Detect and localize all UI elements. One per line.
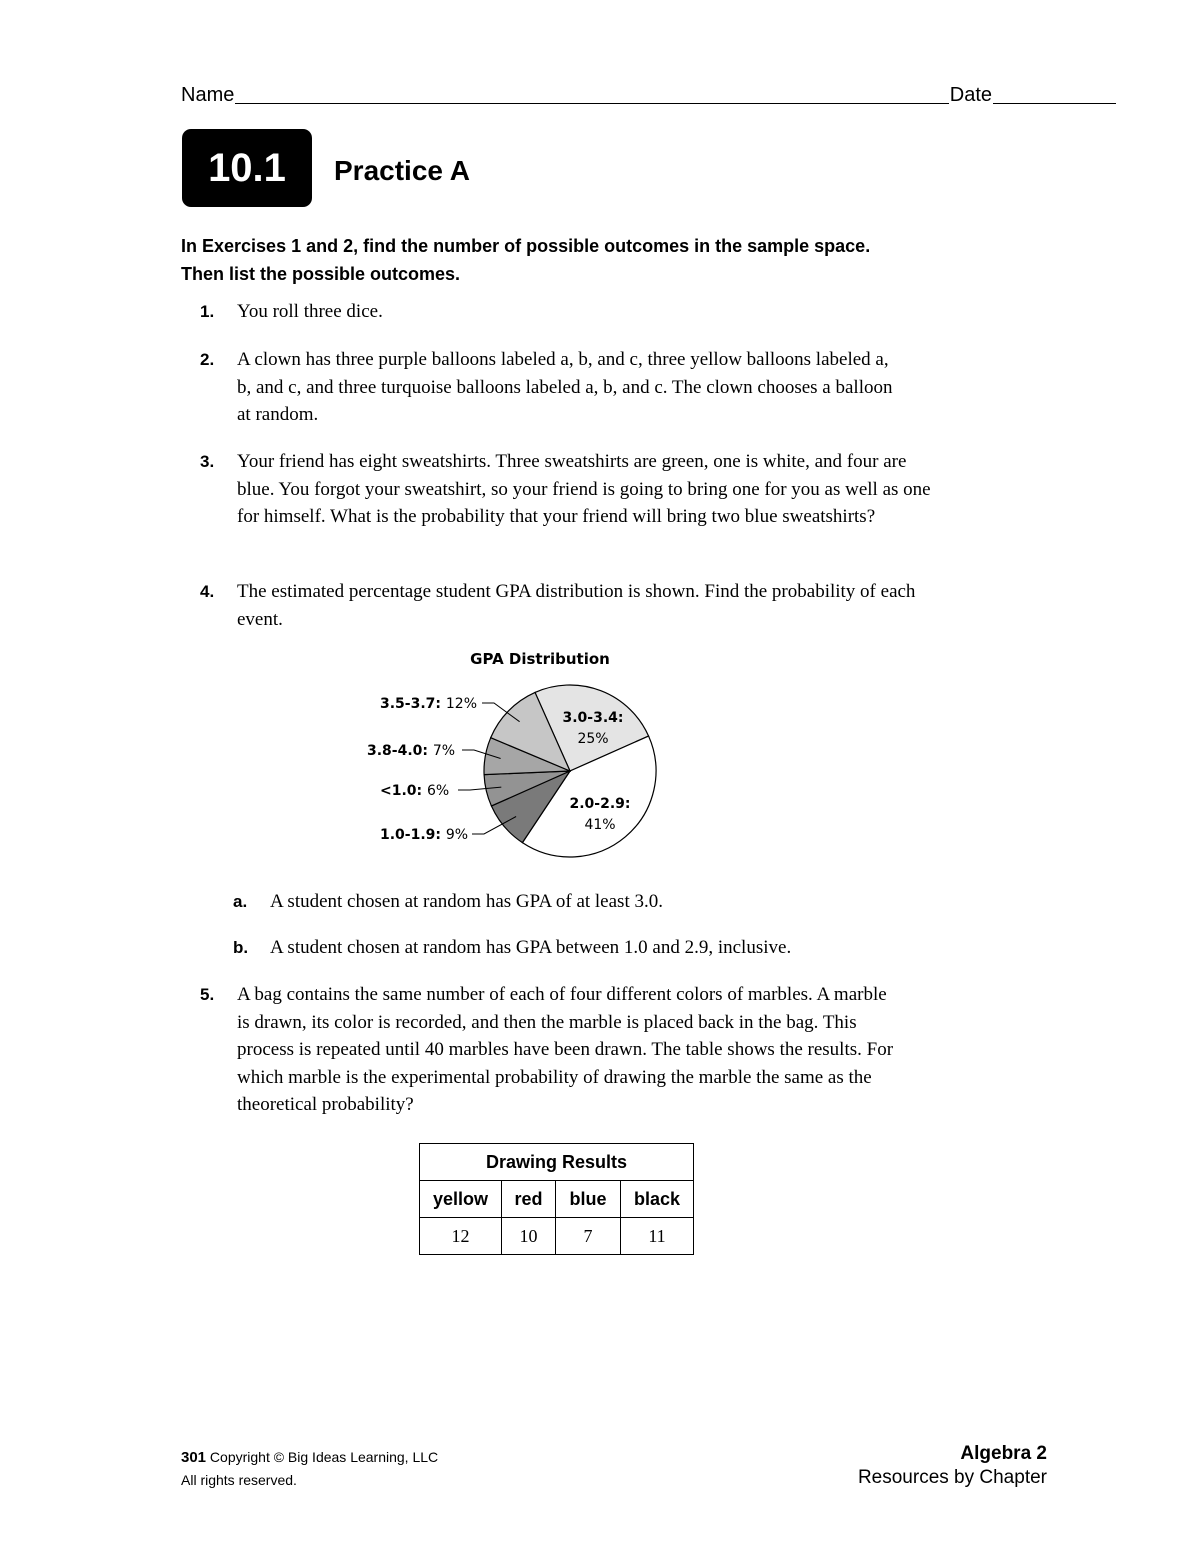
pie-label-range: 3.8-4.0:	[367, 743, 433, 759]
date-blank[interactable]	[993, 102, 1116, 104]
table-title: Drawing Results	[420, 1144, 694, 1181]
part-text: A student chosen at random has GPA of at least 3.0.	[270, 891, 663, 912]
header-cell: red	[502, 1181, 556, 1218]
instructions-line-2: Then list the possible outcomes.	[181, 264, 461, 284]
pie-label	[380, 696, 477, 712]
table-row	[420, 1218, 694, 1255]
instructions	[181, 232, 981, 288]
pie-label-range: 3.5-3.7:	[380, 696, 446, 712]
exercise-text: You roll three dice.	[237, 301, 383, 322]
pie-label-value: 25%	[577, 731, 609, 747]
value-cell: 12	[420, 1218, 502, 1255]
exercise-text: A clown has three purple balloons labeled a, b, and c, three yellow balloons labeled a, b, and c, and three turquoise balloons labeled a, b, and c. The clown chooses a balloon at random.	[237, 349, 893, 425]
book-subtitle: Resources by Chapter	[857, 1467, 1047, 1488]
pie-label-value: 9%	[445, 827, 469, 843]
page-number: 301	[181, 1449, 207, 1466]
pie-label	[380, 827, 468, 843]
header-cell: blue	[556, 1181, 621, 1218]
gpa-pie-chart	[360, 640, 680, 870]
exercise-5	[200, 981, 900, 1119]
name-blank[interactable]	[235, 102, 948, 104]
pie-label-range: <1.0:	[380, 783, 428, 799]
date-label: Date	[949, 84, 992, 106]
instructions-line-1: In Exercises 1 and 2, find the number of possible outcomes in the sample space.	[181, 236, 871, 256]
pie-label-range: 2.0-2.9:	[569, 796, 631, 812]
drawing-results-table	[419, 1143, 694, 1255]
rights-text: All rights reserved.	[181, 1472, 297, 1488]
name-date-line	[181, 84, 1117, 107]
exercise-number: 5.	[200, 985, 215, 1004]
pie-label	[380, 783, 449, 799]
exercise-text: Your friend has eight sweatshirts. Three sweatshirts are green, one is white, and four are blue. You forgot your sweatshirt, so your friend is going to bring one for you as well as one for himself. What is the probability that your friend will bring two blue sweatshirts?	[237, 451, 931, 527]
name-label: Name	[181, 84, 235, 106]
chart-title: GPA Distribution	[470, 650, 610, 668]
pie-label-value: 12%	[445, 696, 478, 712]
part-text: A student chosen at random has GPA between 1.0 and 2.9, inclusive.	[270, 937, 792, 958]
exercise-number: 3.	[200, 452, 215, 471]
part-label: a.	[233, 892, 248, 911]
book-title: Algebra 2	[960, 1443, 1047, 1464]
pie-label-value: 7%	[432, 743, 456, 759]
footer-copyright	[181, 1446, 438, 1491]
exercise-number: 1.	[200, 302, 215, 321]
exercise-2	[200, 346, 900, 429]
pie-label-range: 3.0-3.4:	[562, 710, 624, 726]
exercise-3	[200, 448, 945, 531]
exercise-number: 4.	[200, 582, 215, 601]
copyright-text: Copyright © Big Ideas Learning, LLC	[209, 1449, 439, 1465]
pie-label-range: 1.0-1.9:	[380, 827, 446, 843]
exercise-text: A bag contains the same number of each of four different colors of marbles. A marble is drawn, its color is recorded, and then the marble is placed back in the bag. This process is repeated until 40 marbles have been drawn. The table shows the results. For which marble is the experimental probability of drawing the marble the same as the theoretical probability?	[237, 984, 894, 1115]
value-cell: 11	[621, 1218, 694, 1255]
table-header-row	[420, 1181, 694, 1218]
value-cell: 7	[556, 1218, 621, 1255]
pie-label-value: 6%	[427, 783, 450, 799]
section-number-badge: 10.1	[182, 129, 312, 207]
pie-label	[367, 743, 455, 759]
value-cell: 10	[502, 1218, 556, 1255]
header-cell: black	[621, 1181, 694, 1218]
exercise-number: 2.	[200, 350, 215, 369]
section-title: Practice A	[334, 155, 470, 186]
part-label: b.	[233, 938, 249, 957]
exercise-4-part-a	[233, 888, 933, 915]
exercise-4	[200, 578, 950, 633]
footer-book	[858, 1442, 1047, 1490]
pie-label-value: 41%	[584, 817, 616, 833]
exercise-1	[200, 298, 960, 326]
exercise-text: The estimated percentage student GPA distribution is shown. Find the probability of each event.	[237, 581, 916, 630]
exercise-4-part-b	[233, 934, 933, 961]
header-cell: yellow	[420, 1181, 502, 1218]
